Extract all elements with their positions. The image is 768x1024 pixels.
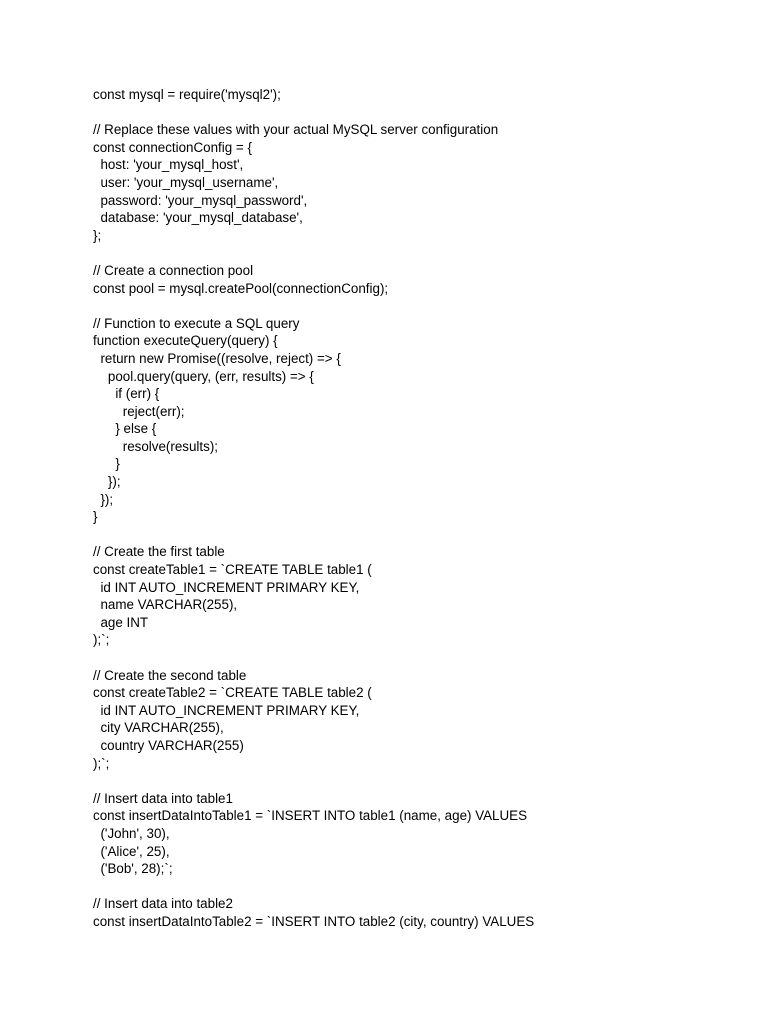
code-line: id INT AUTO_INCREMENT PRIMARY KEY,	[93, 702, 360, 718]
code-line: });	[93, 474, 121, 490]
code-line	[93, 297, 534, 315]
code-line: resolve(results);	[93, 438, 219, 454]
code-line: }	[93, 456, 120, 472]
code-line: if (err) {	[93, 386, 160, 402]
code-line: // Replace these values with your actual MySQL server configuration	[93, 122, 499, 138]
code-line: password: 'your_mysql_password',	[93, 192, 308, 208]
code-line: // Create the second table	[93, 667, 247, 683]
code-line: );`;	[93, 632, 110, 648]
code-line: // Create a connection pool	[93, 262, 254, 278]
code-line: const createTable1 = `CREATE TABLE table1 (	[93, 562, 372, 578]
code-line: ('Alice', 25),	[93, 843, 170, 859]
code-line: // Insert data into table1	[93, 790, 233, 806]
code-line: }	[93, 509, 98, 525]
code-line: ('John', 30),	[93, 825, 170, 841]
code-line	[93, 244, 534, 262]
code-line: const insertDataIntoTable2 = `INSERT INTO table2 (city, country) VALUES	[93, 913, 535, 929]
code-line: const createTable2 = `CREATE TABLE table2 (	[93, 685, 372, 701]
code-line: const pool = mysql.createPool(connectionConfig);	[93, 280, 389, 296]
code-line: ('Bob', 28);`;	[93, 861, 173, 877]
code-line: city VARCHAR(255),	[93, 720, 224, 736]
code-line: database: 'your_mysql_database',	[93, 210, 303, 226]
code-line: );`;	[93, 755, 110, 771]
code-line: // Insert data into table2	[93, 896, 233, 912]
code-block	[93, 86, 534, 931]
code-line	[93, 649, 534, 667]
code-line: reject(err);	[93, 403, 185, 419]
code-line: country VARCHAR(255)	[93, 737, 244, 753]
code-line: });	[93, 491, 114, 507]
code-line: const mysql = require('mysql2');	[93, 87, 281, 102]
code-line: const insertDataIntoTable1 = `INSERT INTO table1 (name, age) VALUES	[93, 808, 528, 824]
code-line: id INT AUTO_INCREMENT PRIMARY KEY,	[93, 579, 360, 595]
code-line	[93, 878, 534, 896]
code-line: user: 'your_mysql_username',	[93, 174, 279, 190]
code-line: name VARCHAR(255),	[93, 597, 238, 613]
code-line: // Function to execute a SQL query	[93, 315, 300, 331]
code-line: } else {	[93, 421, 157, 437]
code-line: pool.query(query, (err, results) => {	[93, 368, 314, 384]
code-line	[93, 104, 534, 122]
code-line: function executeQuery(query) {	[93, 333, 278, 349]
code-line: };	[93, 227, 102, 243]
code-line: age INT	[93, 614, 149, 630]
code-line: // Create the first table	[93, 544, 225, 560]
code-line	[93, 526, 534, 544]
code-line: const connectionConfig = {	[93, 139, 252, 155]
code-line	[93, 772, 534, 790]
code-line: return new Promise((resolve, reject) => {	[93, 350, 341, 366]
code-line: host: 'your_mysql_host',	[93, 157, 244, 173]
